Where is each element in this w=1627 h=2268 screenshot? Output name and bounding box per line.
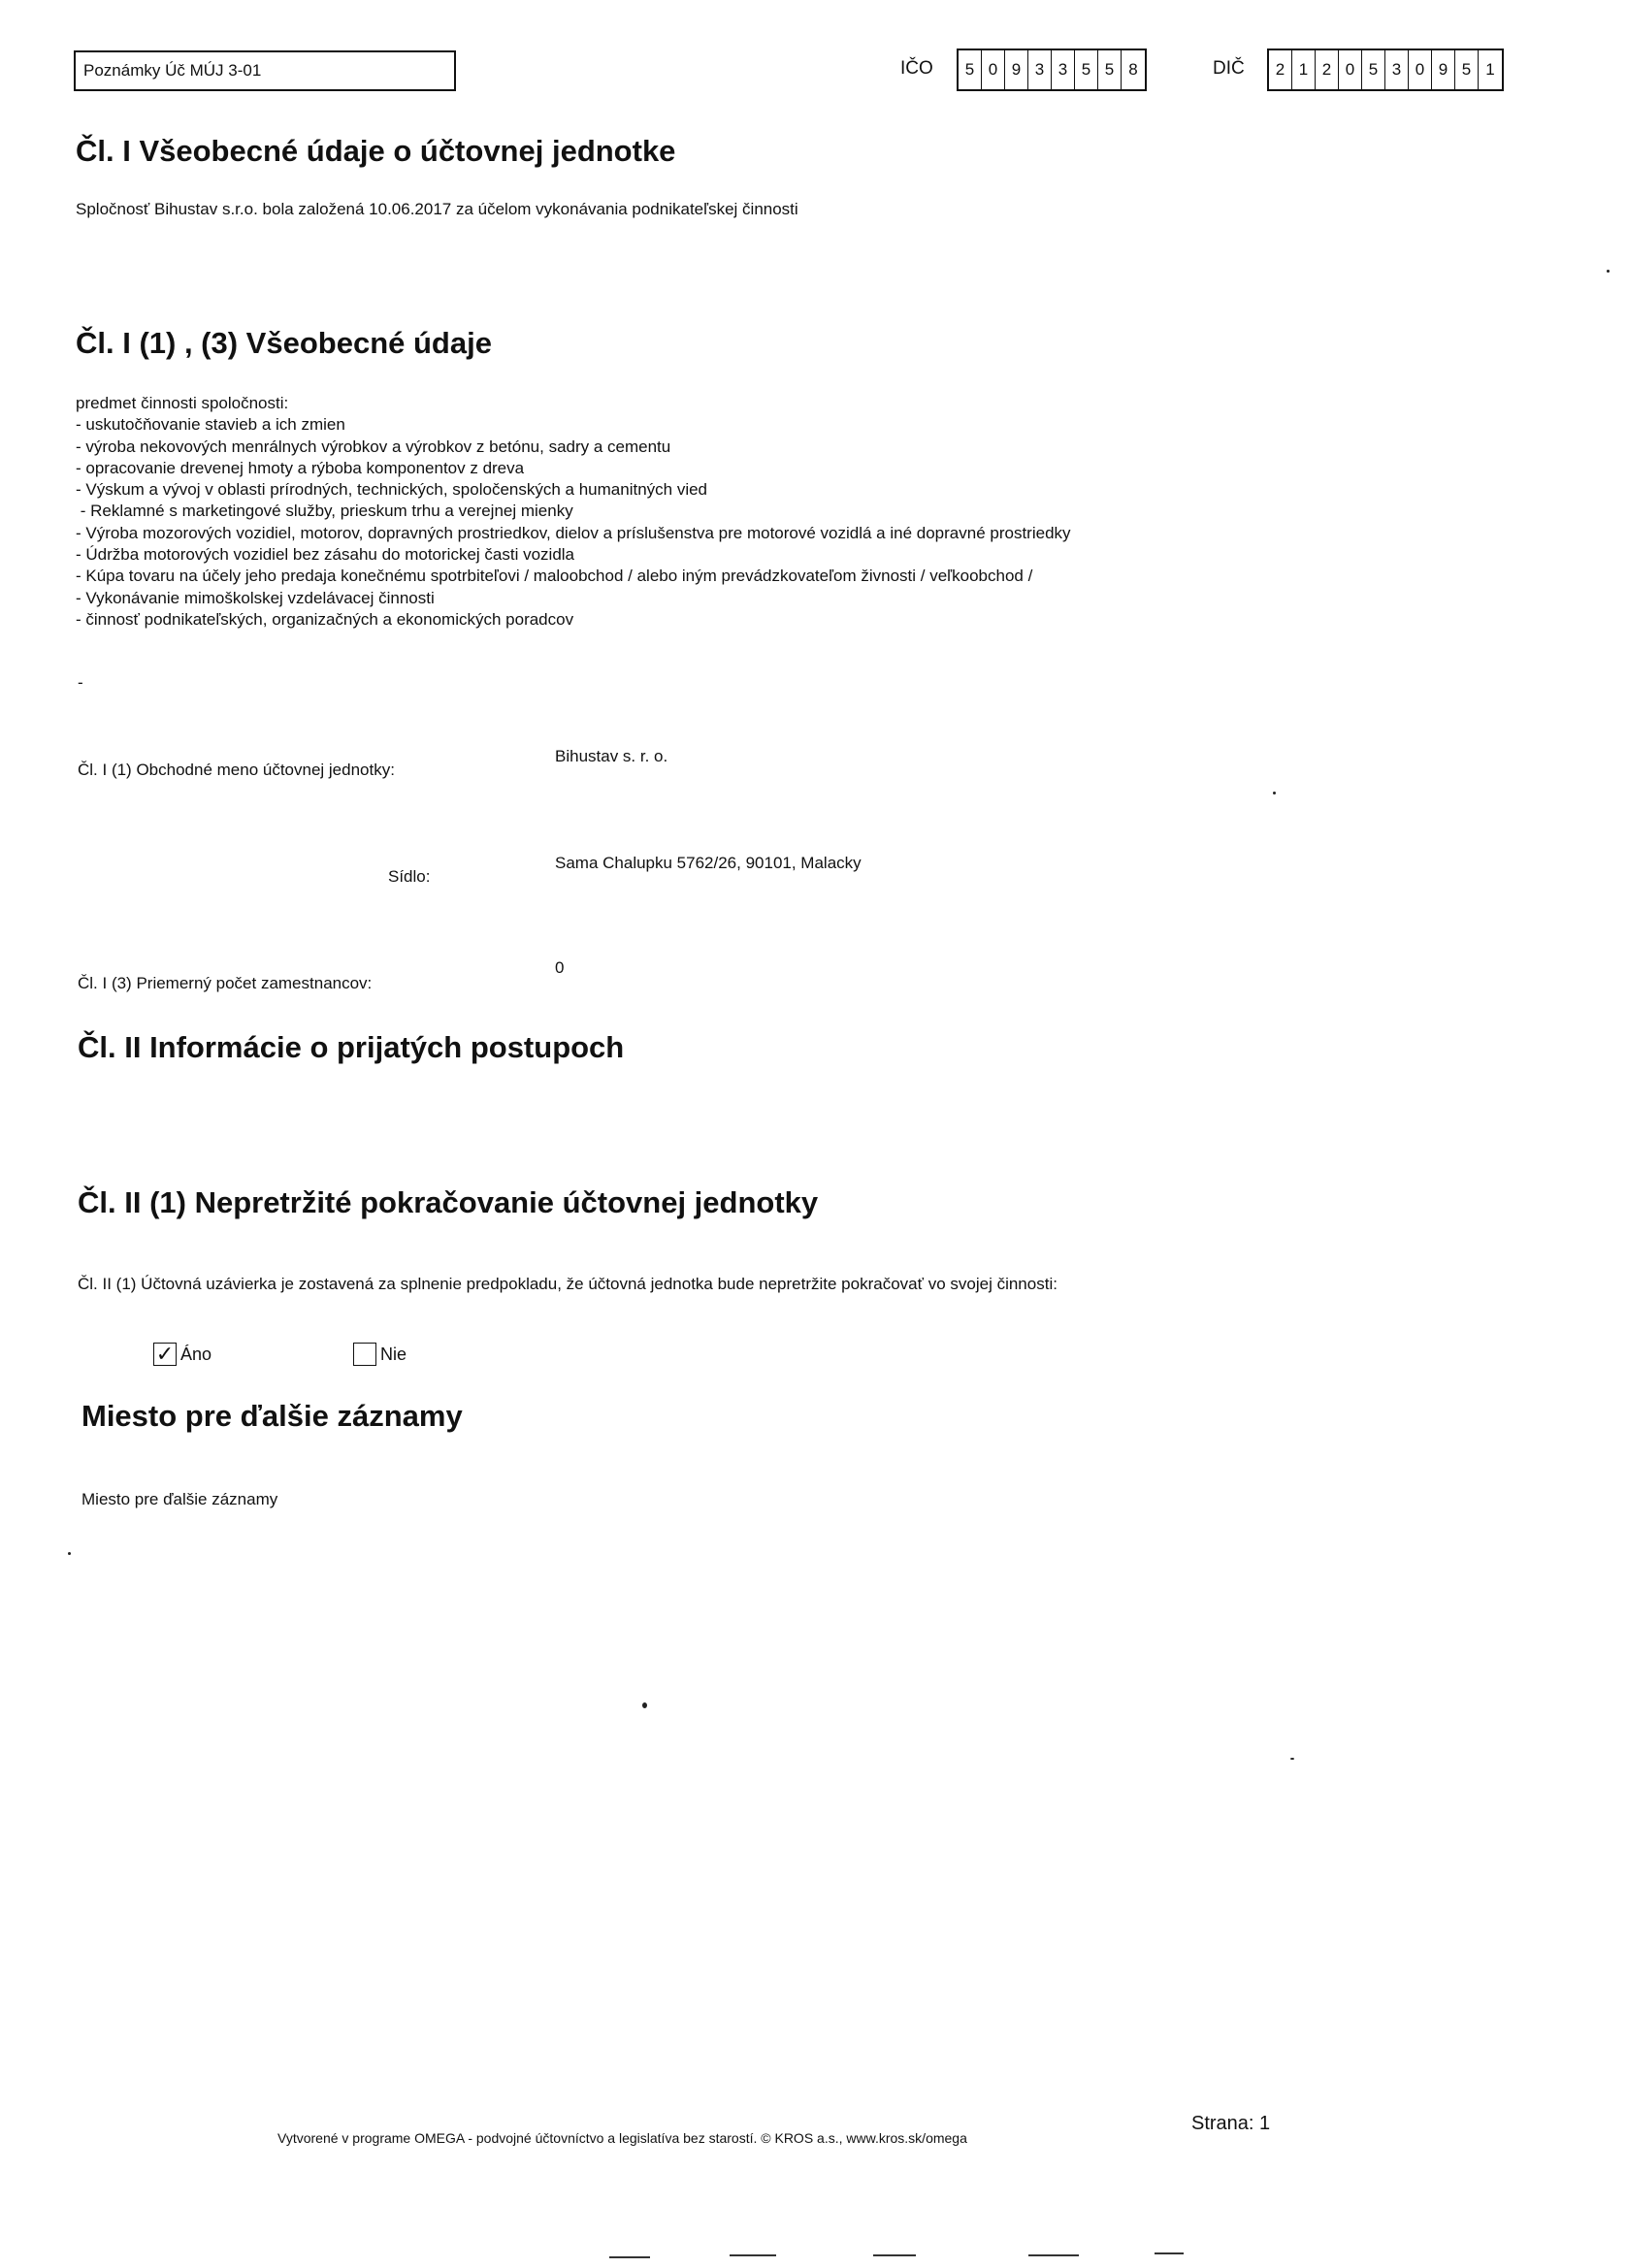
scan-speck — [1273, 792, 1276, 794]
page-number: Strana: 1 — [1191, 2113, 1271, 2134]
scan-speck — [1290, 1758, 1294, 1760]
list-item: - opracovanie drevenej hmoty a rýboba komponentov z dreva — [76, 458, 525, 477]
activities-intro: predmet činnosti spoločnosti: — [76, 394, 289, 412]
section-2-1-text: Čl. II (1) Účtovná uzávierka je zostavená za splnenie predpokladu, že účtovná jednotka bude nepretržite pokračovať vo svojej činnosti: — [78, 1275, 1058, 1293]
list-item: - výroba nekovových menrálnych výrobkov a výrobkov z betónu, sadry a cementu — [76, 437, 671, 456]
option-nie[interactable] — [353, 1343, 407, 1366]
section-2-title: Čl. II Informácie o prijatých postupoch — [78, 1030, 625, 1064]
list-item: - Výroba mozorových vozidiel, motorov, dopravných prostriedkov, dielov a príslušenstva pre motorové vozidlá a iné dopravné prostriedky — [76, 523, 1071, 542]
dic-digit: 9 — [1432, 50, 1455, 89]
option-ano[interactable] — [153, 1343, 212, 1366]
scan-mark — [873, 2254, 916, 2256]
ico-digit-boxes — [957, 49, 1147, 91]
notes-text: Miesto pre ďalšie záznamy — [81, 1490, 278, 1508]
section-1-13-title: Čl. I (1) , (3) Všeobecné údaje — [76, 326, 492, 360]
ico-digit: 5 — [959, 50, 982, 89]
scan-mark — [1155, 2252, 1184, 2254]
dic-digit: 1 — [1485, 60, 1495, 79]
scan-speck — [68, 1552, 71, 1555]
notes-title: Miesto pre ďalšie záznamy — [81, 1399, 463, 1433]
section-1-title: Čl. I Všeobecné údaje o účtovnej jednotke — [76, 134, 676, 168]
section-1-text: Spločnosť Bihustav s.r.o. bola založená 10.06.2017 za účelom vykonávania podnikateľskej činnosti — [76, 200, 798, 218]
scan-speck — [642, 1702, 647, 1708]
dic-digit: 5 — [1455, 50, 1479, 89]
dic-digit: 2 — [1316, 50, 1339, 89]
ico-label: IČO — [900, 58, 933, 79]
employees-value: 0 — [555, 958, 565, 977]
dic-digit: 5 — [1362, 50, 1385, 89]
checkbox-nie[interactable] — [353, 1343, 376, 1366]
seat-label: Sídlo: — [388, 867, 431, 886]
list-item: - Reklamné s marketingové služby, prieskum trhu a verejnej mienky — [76, 502, 573, 521]
scan-mark — [609, 2256, 650, 2258]
dic-digit: 2 — [1269, 50, 1292, 89]
ico-digit: 3 — [1052, 50, 1075, 89]
section-2-1-title: Čl. II (1) Nepretržité pokračovanie účtovnej jednotky — [78, 1185, 819, 1219]
option-nie-label: Nie — [380, 1344, 407, 1364]
ico-digit: 8 — [1128, 60, 1138, 79]
list-item: - činnosť podnikateľských, organizačných a ekonomických poradcov — [76, 609, 574, 629]
list-item: - Kúpa tovaru na účely jeho predaja konečnému spotrbiteľovi / maloobchod / alebo iným prevádzkovateľom živnosti / veľkoobchod / — [76, 567, 1033, 586]
stray-dash: - — [78, 673, 83, 692]
dic-digit-boxes — [1267, 49, 1504, 91]
company-name-value: Bihustav s. r. o. — [555, 747, 668, 765]
list-item: - Vykonávanie mimoškolskej vzdelávacej činnosti — [76, 588, 435, 607]
form-label: Poznámky Úč MÚJ 3-01 — [83, 61, 262, 80]
list-item: - uskutočňovanie stavieb a ich zmien — [76, 415, 345, 435]
dic-digit: 1 — [1292, 50, 1316, 89]
ico-digit: 5 — [1098, 50, 1122, 89]
dic-label: DIČ — [1213, 58, 1245, 79]
list-item: - Údržba motorových vozidiel bez zásahu do motorickej časti vozidla — [76, 545, 575, 565]
seat-value: Sama Chalupku 5762/26, 90101, Malacky — [555, 854, 862, 872]
activities-list — [76, 393, 1071, 631]
form-label-box — [74, 50, 456, 91]
ico-digit: 3 — [1028, 50, 1052, 89]
scan-mark — [730, 2254, 776, 2256]
list-item: - Výskum a vývoj v oblasti prírodných, technických, spoločenských a humanitných vied — [76, 480, 708, 500]
dic-digit: 0 — [1409, 50, 1432, 89]
scan-mark — [1028, 2254, 1079, 2256]
company-name-label: Čl. I (1) Obchodné meno účtovnej jednotky: — [78, 761, 395, 779]
footer-text: Vytvorené v programe OMEGA - podvojné účtovníctvo a legislatíva bez starostí. © KROS a.s., www.kros.sk/omega — [277, 2130, 967, 2146]
ico-digit: 0 — [982, 50, 1005, 89]
dic-digit: 0 — [1339, 50, 1362, 89]
scan-speck — [1607, 270, 1610, 273]
dic-digit: 3 — [1385, 50, 1409, 89]
ico-digit: 9 — [1005, 50, 1028, 89]
checkbox-ano[interactable]: ✓ — [153, 1343, 177, 1366]
ico-digit: 5 — [1075, 50, 1098, 89]
employees-label: Čl. I (3) Priemerný počet zamestnancov: — [78, 974, 373, 992]
option-ano-label: Áno — [180, 1344, 212, 1364]
